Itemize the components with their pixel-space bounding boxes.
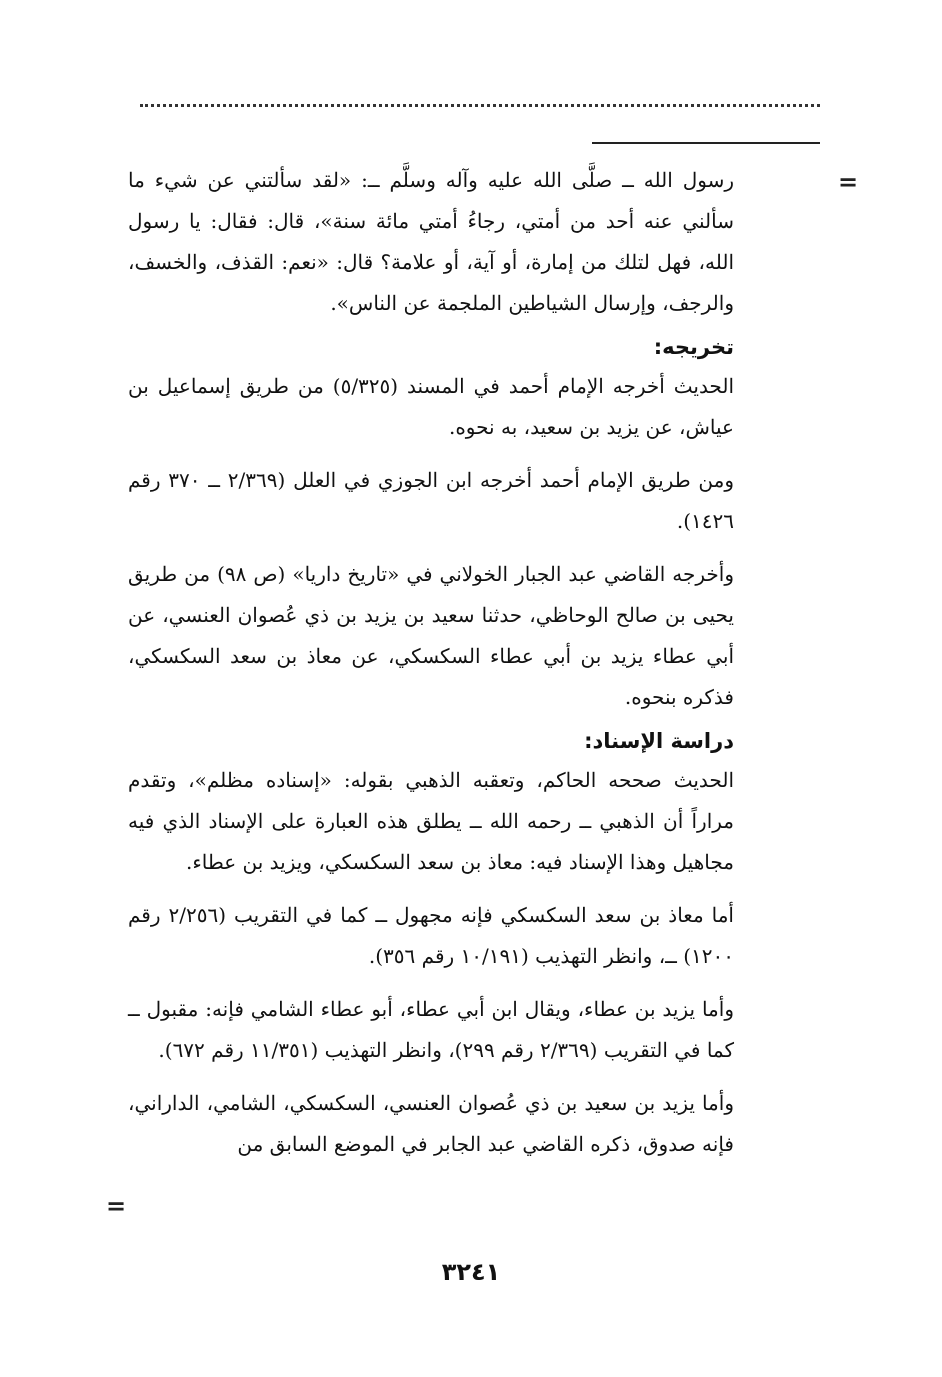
page-number: ٣٢٤١ [441,1258,501,1286]
footnote-body [128,160,734,1177]
hadith-text-paragraph: رسول الله ــ صلَّى الله عليه وآله وسلَّم ــ: «لقد سألتني عن شيء ما سألني عنه أحد من أمتي، رجاءُ أمتي مائة سنة»، قال: فقال: يا رسول الله، فهل لتلك من إمارة، أو آية، أو علامة؟ قال: «نعم: القذف، والخسف، والرجف، وإرسال الشياطين الملجمة عن الناس». [128,168,734,315]
takhrij-paragraph-1: الحديث أخرجه الإمام أحمد في المسند (٥/٣٢٥) من طريق إسماعيل بن عياش، عن يزيد بن سعيد، به نحوه. [128,374,734,439]
takhrij-paragraph-2: ومن طريق الإمام أحمد أخرجه ابن الجوزي في العلل (٢/٣٦٩ ــ ٣٧٠ رقم ١٤٢٦). [128,468,734,533]
continuation-marker-bottom: = [106,1192,127,1220]
takhrij-heading: تخريجه: [653,335,734,359]
isnad-paragraph-2: أما معاذ بن سعد السكسكي فإنه مجهول ــ كما في التقريب (٢/٢٥٦ رقم ١٢٠٠) ــ، وانظر التهذيب (١٠/١٩١ رقم ٣٥٦). [128,903,734,968]
isnad-paragraph-3: وأما يزيد بن عطاء، ويقال ابن أبي عطاء، أبو عطاء الشامي فإنه: مقبول ــ كما في التقريب (٢/٣٦٩ رقم ٢٩٩)، وانظر التهذيب (١١/٣٥١ رقم ٦٧٢). [128,997,734,1062]
isnad-paragraph-4: وأما يزيد بن سعيد بن ذي عُصوان العنسي، السكسكي، الشامي، الداراني، فإنه صدوق، ذكره القاضي عبد الجابر في الموضع السابق من [128,1091,734,1156]
isnad-study-heading: دراسة الإسناد: [584,729,734,753]
isnad-paragraph-1: الحديث صححه الحاكم، وتعقبه الذهبي بقوله: «إسناده مظلم»، وتقدم مراراً أن الذهبي ــ رحمه الله ــ يطلق هذه العبارة على الإسناد الذي فيه مجاهيل وهذا الإسناد فيه: معاذ بن سعد السكسكي، ويزيد بن عطاء. [128,768,734,874]
dotted-separator [140,104,820,107]
continuation-marker-top: = [838,168,859,196]
footnote-separator-line [592,142,820,144]
takhrij-paragraph-3: وأخرجه القاضي عبد الجبار الخولاني في «تاريخ داريا» (ص ٩٨) من طريق يحيى بن صالح الوحاظي، حدثنا سعيد بن يزيد بن ذي عُصوان العنسي، عن أبي عطاء يزيد بن أبي عطاء السكسكي، عن معاذ بن سعد السكسكي، فذكره بنحوه. [128,562,735,709]
